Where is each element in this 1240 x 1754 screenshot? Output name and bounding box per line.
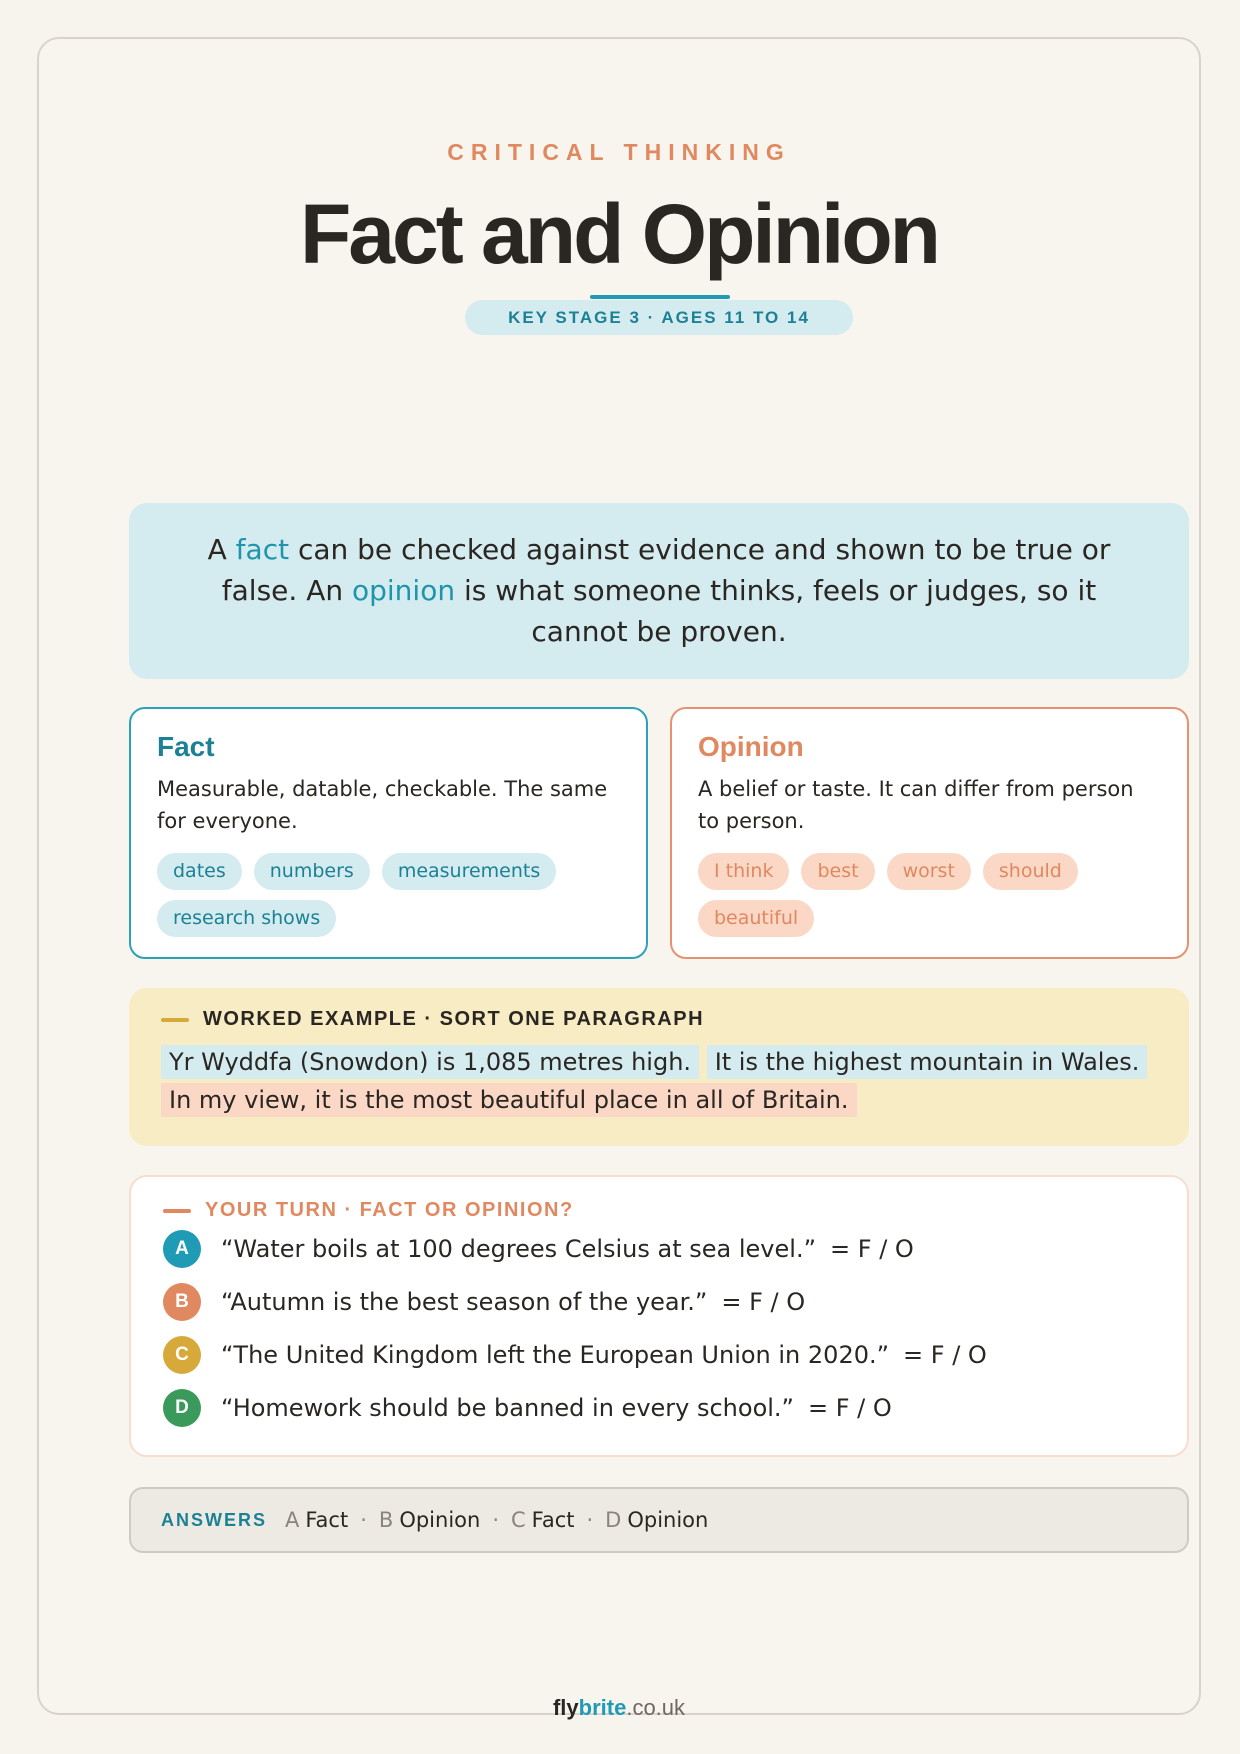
heading-dash-icon (163, 1209, 191, 1213)
definition-text-1: A (207, 533, 236, 566)
opinion-keyword-chips (698, 853, 1161, 937)
answer-value: Fact (305, 1508, 349, 1532)
question-d (163, 1381, 1155, 1434)
brand-fly: fly (552, 1695, 579, 1720)
answer-separator: · (360, 1508, 367, 1532)
fact-chip: numbers (254, 853, 370, 890)
answer-letter: A (285, 1508, 300, 1532)
fact-keyword-chips (157, 853, 620, 937)
definition-opinion-word: opinion (352, 574, 456, 607)
question-text: “The United Kingdom left the European Union in 2020.” (221, 1340, 890, 1369)
opinion-segment: In my view, it is the most beautiful place in all of Britain. (161, 1083, 857, 1117)
definition-text-3: is what someone thinks, feels or judges, so it cannot be proven. (455, 574, 1097, 648)
opinion-card-title: Opinion (698, 731, 804, 762)
opinion-chip: should (983, 853, 1078, 890)
answer-value: Fact (531, 1508, 575, 1532)
page-title: Fact and Opinion (300, 187, 938, 281)
opinion-card-description: A belief or taste. It can differ from person to person. (698, 777, 1134, 833)
your-turn-section (129, 1175, 1189, 1457)
definition-fact-word: fact (235, 533, 290, 566)
letter-badge: C (163, 1336, 201, 1374)
your-turn-heading (163, 1199, 1155, 1222)
definition-text-2: can be checked against evidence and shown to be true or false. An (221, 533, 1111, 607)
letter-badge: D (163, 1389, 201, 1427)
footer-brand (39, 1695, 1199, 1721)
fact-chip: research shows (157, 900, 336, 937)
fact-or-opinion-choice: = F / O (808, 1393, 892, 1422)
fact-or-opinion-choice: = F / O (903, 1340, 987, 1369)
question-b (163, 1275, 1155, 1328)
worked-example-heading-text: WORKED EXAMPLE · SORT ONE PARAGRAPH (203, 1008, 705, 1030)
opinion-chip: best (801, 853, 874, 890)
your-turn-heading-text: YOUR TURN · FACT OR OPINION? (205, 1199, 574, 1221)
question-text: “Homework should be banned in every school.” (221, 1393, 794, 1422)
definition-box (129, 503, 1189, 679)
question-c (163, 1328, 1155, 1381)
worked-example (129, 988, 1189, 1146)
worked-example-paragraph (161, 1043, 1157, 1119)
question-text: “Water boils at 100 degrees Celsius at sea level.” (221, 1234, 817, 1263)
question-text: “Autumn is the best season of the year.” (221, 1287, 708, 1316)
fact-segment: Yr Wyddfa (Snowdon) is 1,085 metres high. (161, 1045, 699, 1079)
heading-dash-icon (161, 1018, 189, 1022)
fact-chip: dates (157, 853, 242, 890)
brand-domain: .co.uk (626, 1695, 686, 1720)
fact-or-opinion-choice: = F / O (721, 1287, 806, 1316)
answers-bar (129, 1487, 1189, 1553)
letter-badge: B (163, 1283, 201, 1321)
fact-card (129, 707, 648, 959)
answer-letter: D (605, 1508, 622, 1532)
fact-segment: It is the highest mountain in Wales. (707, 1045, 1148, 1079)
answers-label: ANSWERS (161, 1509, 268, 1530)
answer-value: Opinion (399, 1508, 481, 1532)
opinion-card (670, 707, 1189, 959)
answer-separator: · (492, 1508, 499, 1532)
answer-separator: · (586, 1508, 594, 1532)
fact-chip: measurements (382, 853, 556, 890)
fact-card-description: Measurable, datable, checkable. The same for everyone. (157, 777, 608, 833)
brand-brite: brite (578, 1695, 627, 1720)
answer-letter: C (511, 1508, 526, 1532)
title-underline (590, 295, 730, 299)
kicker: CRITICAL THINKING (447, 139, 791, 165)
answer-letter: B (378, 1508, 394, 1532)
fact-or-opinion-choice: = F / O (830, 1234, 914, 1263)
opinion-chip: worst (887, 853, 971, 890)
stage-badge: KEY STAGE 3 · AGES 11 TO 14 (465, 300, 853, 335)
opinion-chip: beautiful (698, 900, 814, 937)
worked-example-heading (161, 1008, 1157, 1031)
worksheet-page (37, 37, 1201, 1720)
letter-badge: A (163, 1230, 201, 1268)
question-a (163, 1222, 1155, 1275)
fact-card-title: Fact (157, 731, 215, 762)
answer-value: Opinion (627, 1508, 709, 1532)
opinion-chip: I think (698, 853, 789, 890)
